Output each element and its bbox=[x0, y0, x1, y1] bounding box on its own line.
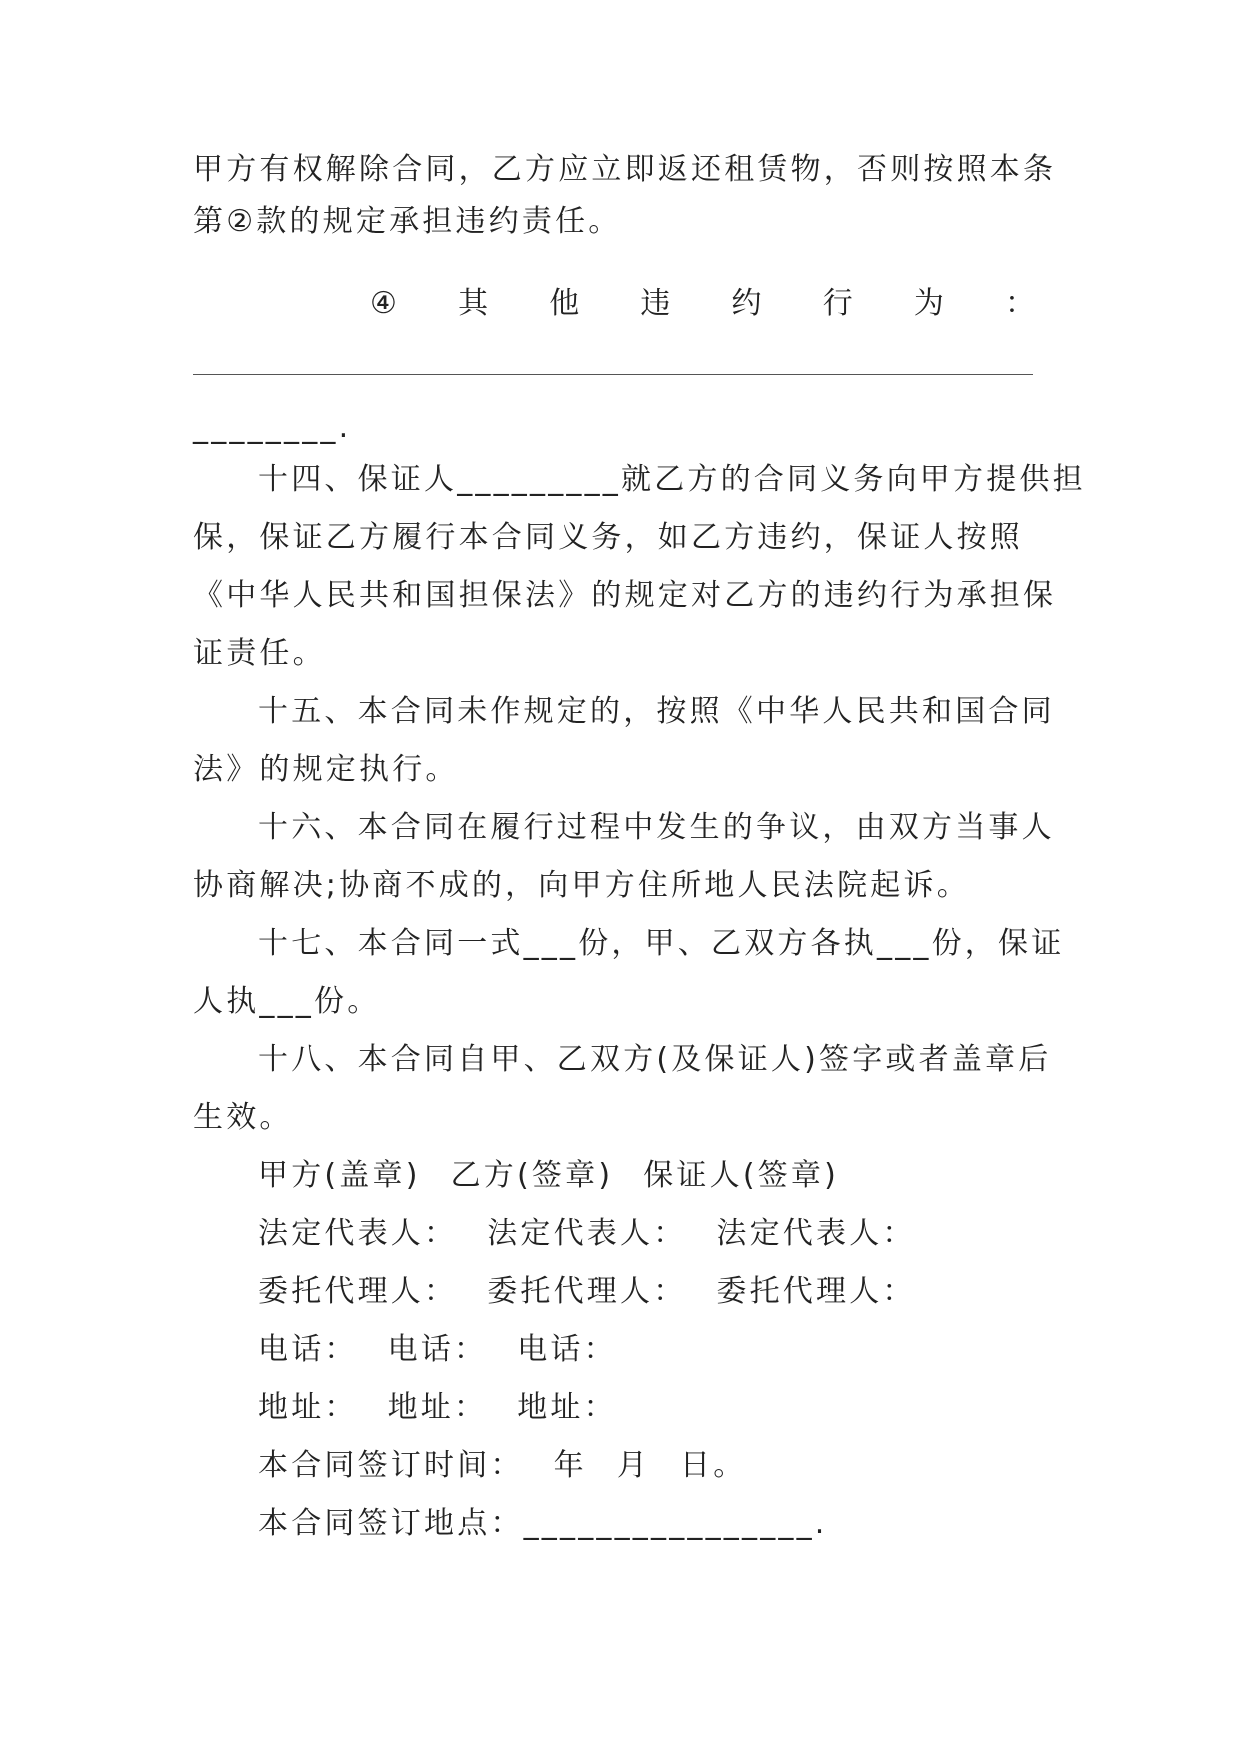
heading-char: 他 bbox=[549, 286, 580, 321]
party-a-label: 甲方(盖章) bbox=[258, 1158, 421, 1193]
phone-row bbox=[258, 1330, 1118, 1370]
other-breach-heading bbox=[370, 284, 1035, 324]
heading-char: 其 bbox=[458, 286, 489, 321]
text-line: 人执___份。 bbox=[193, 984, 381, 1019]
sign-place-row: 本合同签订地点：________________. bbox=[258, 1506, 828, 1541]
text-line: 协商解决;协商不成的，向甲方住所地人民法院起诉。 bbox=[193, 868, 970, 903]
clause-14: 十四、保证人_________就乙方的合同义务向甲方提供担 bbox=[258, 462, 1086, 497]
agent-row bbox=[258, 1272, 1118, 1312]
clause-18: 十八、本合同自甲、乙双方(及保证人)签字或者盖章后 bbox=[258, 1042, 1052, 1077]
legal-rep-label: 法定代表人： bbox=[716, 1216, 916, 1251]
phone-label: 电话： bbox=[517, 1332, 617, 1367]
guarantor-label: 保证人(签章) bbox=[643, 1158, 840, 1193]
month-label: 月 bbox=[616, 1448, 651, 1483]
party-b-label: 乙方(签章) bbox=[450, 1158, 614, 1193]
circled-number: ④ bbox=[370, 286, 397, 321]
agent-label: 委托代理人： bbox=[487, 1274, 687, 1309]
sign-time-label: 本合同签订时间： bbox=[258, 1448, 524, 1483]
text-line: 甲方有权解除合同，乙方应立即返还租赁物，否则按照本条 bbox=[193, 152, 1057, 187]
blank-rule bbox=[193, 374, 1033, 375]
text-line: 证责任。 bbox=[193, 636, 326, 671]
text-line: 《中华人民共和国担保法》的规定对乙方的违约行为承担保 bbox=[193, 578, 1057, 613]
text-line: 保，保证乙方履行本合同义务，如乙方违约，保证人按照 bbox=[193, 520, 1023, 555]
heading-char: 约 bbox=[731, 286, 762, 321]
agent-label: 委托代理人： bbox=[258, 1274, 458, 1309]
text-line: 法》的规定执行。 bbox=[193, 752, 459, 787]
phone-label: 电话： bbox=[387, 1332, 488, 1367]
phone-label: 电话： bbox=[258, 1332, 358, 1367]
address-label: 地址： bbox=[387, 1390, 488, 1425]
legal-rep-label: 法定代表人： bbox=[487, 1216, 687, 1251]
clause-17: 十七、本合同一式___份，甲、乙双方各执___份，保证 bbox=[258, 926, 1065, 961]
heading-char: 违 bbox=[640, 286, 671, 321]
text-line: 生效。 bbox=[193, 1100, 293, 1135]
clause-16: 十六、本合同在履行过程中发生的争议，由双方当事人 bbox=[258, 810, 1055, 845]
heading-char: 为 bbox=[913, 286, 944, 321]
signature-parties bbox=[258, 1156, 1118, 1196]
legal-rep-label: 法定代表人： bbox=[258, 1216, 458, 1251]
blank-line: ________. bbox=[193, 410, 352, 445]
day-label: 日。 bbox=[680, 1448, 747, 1483]
heading-char: ： bbox=[1005, 286, 1035, 321]
legal-rep-row bbox=[258, 1214, 1118, 1254]
clause-15: 十五、本合同未作规定的，按照《中华人民共和国合同 bbox=[258, 694, 1055, 729]
year-label: 年 bbox=[553, 1448, 587, 1483]
heading-char: 行 bbox=[822, 286, 853, 321]
address-label: 地址： bbox=[517, 1390, 617, 1425]
address-label: 地址： bbox=[258, 1390, 358, 1425]
sign-time-row bbox=[258, 1446, 1118, 1486]
text-line: 第②款的规定承担违约责任。 bbox=[193, 204, 622, 239]
address-row bbox=[258, 1388, 1118, 1428]
agent-label: 委托代理人： bbox=[716, 1274, 916, 1309]
